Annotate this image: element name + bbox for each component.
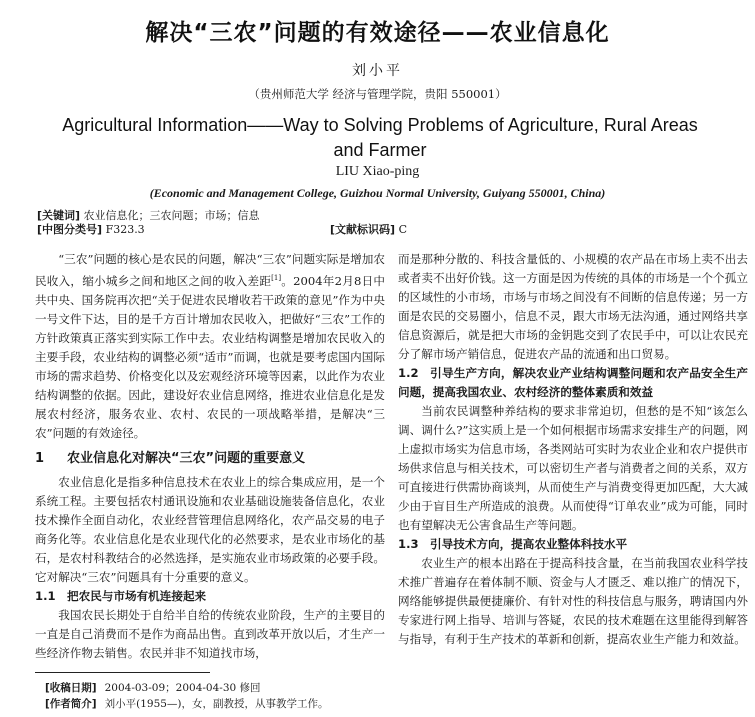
section-1-2-paragraph: 当前农民调整种养结构的要求非常迫切，但愁的是不知“该怎么调、调什么?”这实质上是一个如何根据市场需求安排生产的问题，网上虚拟市场实为信息市场，各类网站可实时为农业企业和农户提供市场供求信息与相关技术，可以密切生产者与消费者之间的关系，双方可直接进行供需协商谈判，从而使生产与消费变得更加匹配，大大减少由于盲目生产所造成的浪费。从而使得“订单农业”成为可能，同时也有望解决无公害食品生产等问题。 (398, 404, 748, 532)
section-1-2-number: 1.2 (398, 366, 419, 380)
clc-value: F323.3 (105, 223, 145, 236)
intro-text-a: “三农”问题的核心是农民的问题，解决“三农”问题实际是增加农民收入，缩小城乡之间和地区之间的收入差距 (35, 252, 385, 288)
received-date-line (45, 681, 261, 695)
author-name: 刘小平 (352, 63, 403, 79)
section-1-3-paragraph: 农业生产的根本出路在于提高科技含量，在当前我国农业科学技术推广普遍存在着体制不顺、资金与人才匮乏、难以推广的情况下，网络能够提供最便捷廉价、有针对性的科技信息与服务，聘请国内外专家进行网上指导、培训与答疑，农民的技术难题在这里能得到解答与指导，有利于生产技术的革新和创新，提高农业生产能力和效益。 (398, 556, 748, 646)
continued-paragraph: 而是那种分散的、科技含量低的、小规模的农产品在市场上卖不出去或者卖不出好价钱。这一方面是因为传统的具体的市场是一个个孤立的区域性的小市场，市场与市场之间没有不间断的信息传递；另一方面是农民的交易圈小，信息不灵，跟大市场无法沟通，通过网络共享信息资源后，就是把大市场的金钥匙交到了农民手中，可以让农民充分了解市场产销信息，促进农产品的流通和出口贸易。 (398, 252, 748, 361)
english-author-name: LIU Xiao-ping (335, 164, 420, 179)
paper-title: 解决“三农”问题的有效途径——农业信息化 (145, 20, 610, 46)
footnote-divider (35, 672, 210, 673)
received-label: [收稿日期] (45, 682, 97, 694)
english-title: Agricultural Information——Way to Solving Problems of Agriculture, Rural Areas and Farmer (62, 115, 698, 160)
section-1-1-title: 把农民与市场有机连接起来 (67, 588, 207, 603)
classification-line (37, 223, 145, 237)
received-value: 2004-03-09；2004-04-30 修回 (104, 682, 261, 694)
author-bio-line (45, 697, 329, 711)
intro-text-b: 。2004年2月8日中共中央、国务院再次把“关于促进农民增收若干政策的意见”作为中央一号文件下达，目的是千方百计增加农民收入，把做好“三农”工作的方针政策真正落实到实际工作中去。农业结构调整是增加农民收入的主要手段，农业结构的调整必须“适市”而调，也就是要考虑国内国际市场的需求趋势、价格变化以及宏观经济环境等因素，以此作为农业结构调整的依据。因此，建设好农业信息网络，推进农业信息化是发展农村经济，服务农业、农村、农民的一项战略举措，是解决“三农”问题的有效途径。 (35, 273, 385, 440)
section-1-3-number: 1.3 (398, 537, 419, 551)
clc-label: [中图分类号] (37, 223, 103, 236)
doc-code-value: C (398, 223, 407, 236)
section-1-1-paragraph: 我国农民长期处于自给半自给的传统农业阶段，生产的主要目的一直是自己消费而不是作为商品出售。直到改革开放以后，才生产一些经济作物去销售。农民并非不知道找市场， (35, 607, 385, 660)
section-1-number: 1 (35, 450, 45, 466)
intro-paragraph (35, 250, 385, 443)
author-affiliation: （贵州师范大学 经济与管理学院，贵阳 550001） (248, 87, 507, 101)
section-1-3-title: 引导技术方向，提高农业整体科技水平 (430, 537, 628, 551)
section-1-1-number: 1.1 (35, 588, 56, 603)
right-column (398, 250, 748, 649)
section-1-paragraph: 农业信息化是指多种信息技术在农业上的综合集成应用，是一个系统工程。主要包括农村通讯设施和农业基础设施装备信息化，农业技术操作全面自动化，农业经营管理信息网络化，农产品交易的电子商务化等。农业信息化是农业现代化的必然要求，是农业市场化的基石，是农村科教结合的必然选择，是实施农业市场政策的必要手段。它对解决“三农”问题具有十分重要的意义。 (35, 474, 385, 584)
section-1-2-title: 引导生产方向，解决农业产业结构调整问题和农产品安全生产问题，提高我国农业、农村经济的整体素质和效益 (398, 366, 748, 399)
english-affiliation: (Economic and Management College, Guizhou Normal University, Guiyang 550001, China) (149, 186, 606, 200)
keywords-value: 农业信息化；三农问题；市场；信息 (83, 209, 260, 222)
section-1-3-heading (398, 535, 748, 554)
left-column (35, 250, 385, 663)
reference-marker[interactable]: [1] (271, 274, 282, 282)
keywords-label: [关键词] (37, 209, 81, 222)
section-1-2-heading (398, 364, 748, 402)
keywords-line (37, 209, 260, 223)
document-code-line (330, 223, 407, 237)
author-bio-value: 刘小平(1955—)，女，副教授，从事教学工作。 (104, 698, 329, 710)
author-bio-label: [作者简介] (45, 698, 97, 710)
section-1-heading (35, 449, 385, 469)
section-1-1-heading (35, 587, 385, 606)
doc-code-label: [文献标识码] (330, 223, 396, 236)
section-1-title: 农业信息化对解决“三农”问题的重要意义 (67, 450, 306, 466)
